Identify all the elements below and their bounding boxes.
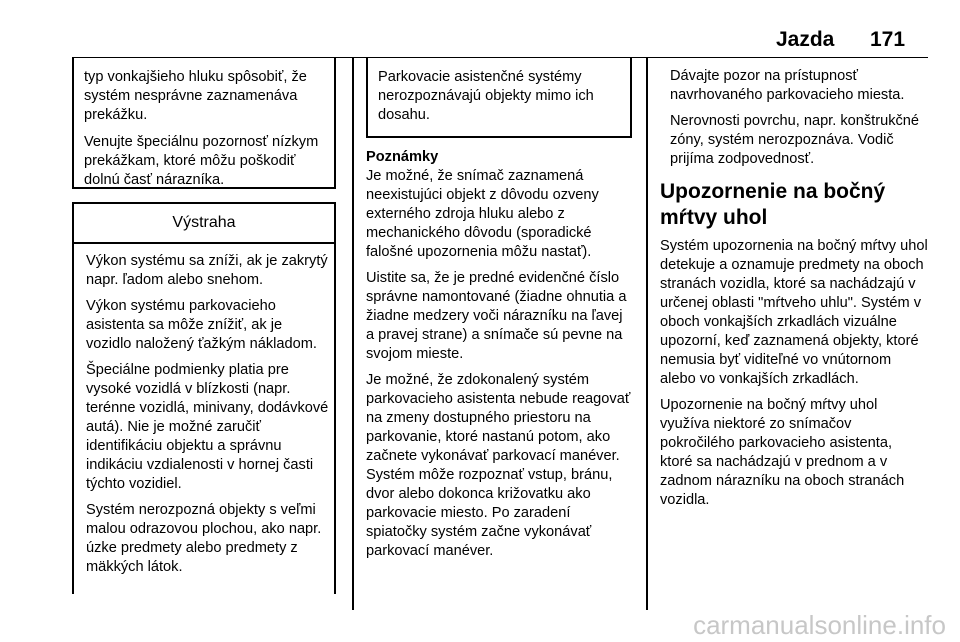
paragraph: Dávajte pozor na prístupnosť navrhovaného parkovacieho miesta. [670,68,905,103]
notes-title: Poznámky [366,149,439,165]
warning-body [86,252,330,584]
warning-title: Výstraha [74,204,334,244]
section-heading: Upozornenie na bočný mŕtvy uhol [660,180,886,229]
continued-warning-box [72,58,336,189]
paragraph: Špeciálne podmienky platia pre vysoké vozidlá v blízkosti (napr. terénne vozidlá, minivany, dodávkové autá). Nie je možné zaručiť identifikáciu objektu a správnu indikáciu vzdialenosti v hornej časti týchto vozidiel. [86,362,329,492]
column-divider-left [352,58,354,610]
section-title: Jazda [776,28,835,51]
paragraph: Systém nerozpozná objekty s veľmi malou odrazovou plochou, ako napr. úzke predmety alebo predmety z mäkkých látok. [86,502,322,575]
paragraph: Systém upozornenia na bočný mŕtvy uhol detekuje a oznamuje predmety na oboch stranách vozidla, ktoré sa nachádzajú v určenej oblasti "mŕtveho uhlu". Systém v oboch vonkajších zrkadlách vizuálne upozorní, keď zaznamená objekty, ktoré nemusia byť viditeľné vo vnútornom alebo vo vonkajších zrkadlách. [660,238,928,387]
paragraph: Venujte špeciálnu pozornosť nízkym prekážkam, ktoré môžu poškodiť dolnú časť nárazníka. [84,134,319,188]
paragraph: typ vonkajšieho hluku spôsobiť, že systém nesprávne zaznamenáva prekážku. [84,69,307,123]
warning-box [72,202,336,594]
paragraph: Uistite sa, že je predné evidenčné číslo správne namontované (žiadne ohnutia a žiadne medzery voči nárazníku na ľavej a pravej strane) a snímače sú pevne na svojom mieste. [366,270,627,362]
paragraph: Výkon systému sa zníži, ak je zakrytý napr. ľadom alebo snehom. [86,253,328,288]
right-column [660,67,928,517]
paragraph: Nerovnosti povrchu, napr. konštrukčné zóny, systém nerozpoznáva. Vodič prijíma zodpovednosť. [670,113,920,167]
continued-warning-text [84,68,330,190]
notes-section [366,148,634,568]
column-divider-right [646,58,648,610]
paragraph: Je možné, že zdokonalený systém parkovacieho asistenta nebude reagovať na zmeny dostupného priestoru na parkovanie, ktoré nastanú potom, ako začnete vykonávať parkovací manéver. Systém môže rozpoznať vstup, bránu, dvor alebo dokonca križovatku ako parkovacie miesto. Po zaradení spiatočky systém začne vykonávať parkovací manéver. [366,372,631,559]
caution-box [366,58,632,138]
caution-text: Parkovacie asistenčné systémy nerozpoznávajú objekty mimo ich dosahu. [378,69,594,123]
page-number: 171 [870,28,906,51]
paragraph: Je možné, že snímač zaznamená neexistujúci objekt z dôvodu ozveny externého zdroja hluku alebo z mechanického dôvodu (sporadické falošné upozornenia môžu nastať). [366,168,599,260]
page-header [0,0,960,58]
paragraph: Výkon systému parkovacieho asistenta sa môže znížiť, ak je vozidlo naložený ťažkým nákladom. [86,298,317,352]
paragraph: Upozornenie na bočný mŕtvy uhol využíva niektoré zo snímačov pokročilého parkovacieho asistenta, ktoré sa nachádzajú v prednom a v zadnom nárazníku na oboch stranách vozidla. [660,397,905,508]
watermark: carmanualsonline.info [693,610,946,640]
